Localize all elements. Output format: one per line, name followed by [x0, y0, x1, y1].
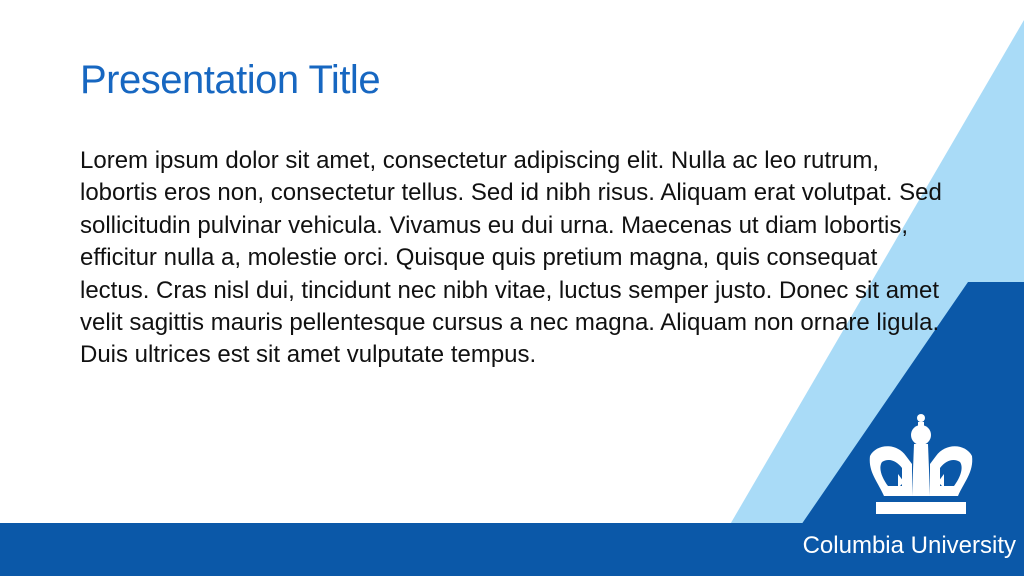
crown-icon: [862, 412, 980, 530]
footer-organization-name: Columbia University: [802, 532, 1016, 559]
crown-finial: [917, 414, 925, 422]
slide-title: Presentation Title: [80, 58, 381, 102]
slide-body-text: Lorem ipsum dolor sit amet, consectetur adipiscing elit. Nulla ac leo rutrum, lobortis eros non, consectetur tellus. Sed id nibh risus. Aliquam erat volutpat. Sed sollicitudin pulvinar vehicula. Vivamus eu dui urna. Maecenas ut diam lobortis, efficitur nulla a, molestie orci. Quisque quis pretium magna, quis consequat lectus. Cras nisl dui, tincidunt nec nibh vitae, luctus semper justo. Donec sit amet velit sagittis mauris pellentesque cursus a nec magna. Aliquam non ornare ligula. Duis ultrices est sit amet vulputate tempus.: [80, 147, 942, 369]
crown-base: [876, 502, 966, 514]
